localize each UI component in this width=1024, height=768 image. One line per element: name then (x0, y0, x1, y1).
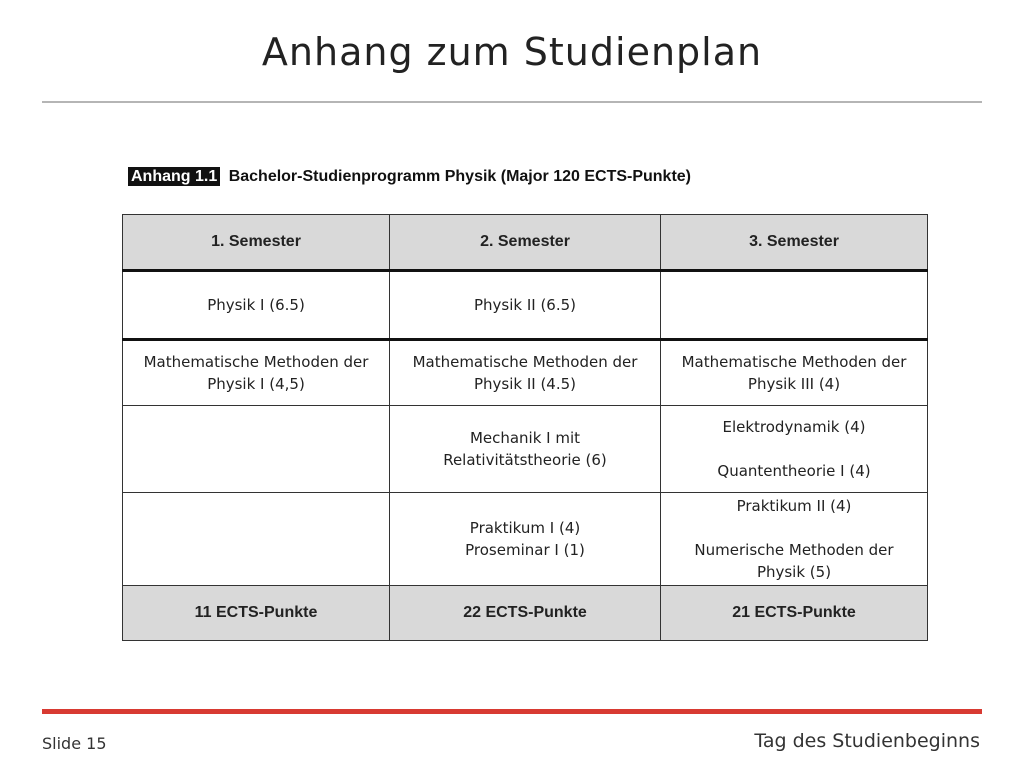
course-entry: Mathematische Methoden der (412, 353, 638, 371)
caption-tag: Anhang 1.1 (128, 167, 220, 186)
footer-accent-bar (42, 709, 982, 714)
course-entry: Numerische Methoden der (694, 541, 894, 559)
table-caption (128, 168, 691, 186)
header-semester-3: 3. Semester (661, 215, 928, 271)
header-semester-1: 1. Semester (123, 215, 390, 271)
table-row (123, 340, 928, 406)
table-row (123, 406, 928, 493)
course-entry: Proseminar I (1) (465, 541, 585, 559)
total-semester-2: 22 ECTS-Punkte (390, 586, 661, 641)
course-entry: Physik II (4.5) (473, 375, 577, 393)
course-entry: Physik III (4) (747, 375, 841, 393)
table-cell (390, 406, 661, 493)
title-divider (42, 101, 982, 103)
table-cell (661, 493, 928, 586)
table-cell (390, 271, 661, 340)
slide-number: Slide 15 (42, 734, 107, 753)
slide-title: Anhang zum Studienplan (261, 30, 763, 74)
caption-text: Bachelor-Studienprogramm Physik (Major 120 ECTS-Punkte) (228, 168, 692, 185)
course-entry: Elektrodynamik (4) (722, 418, 866, 436)
table-row (123, 493, 928, 586)
table-cell (390, 340, 661, 406)
table-cell (661, 340, 928, 406)
course-entry: Praktikum II (4) (736, 497, 852, 515)
table-cell (661, 271, 928, 340)
course-entry: Praktikum I (4) (469, 519, 581, 537)
total-semester-1: 11 ECTS-Punkte (123, 586, 390, 641)
course-entry: Physik I (4,5) (207, 375, 305, 393)
table-cell (123, 271, 390, 340)
header-semester-2: 2. Semester (390, 215, 661, 271)
totals-row (123, 586, 928, 641)
footer-event-name: Tag des Studienbeginns (754, 730, 980, 752)
table-cell (661, 406, 928, 493)
study-plan-table (122, 214, 928, 641)
course-entry: Physik II (6.5) (473, 296, 577, 314)
table-cell (123, 406, 390, 493)
course-entry: Mechanik I mit (469, 429, 581, 447)
course-entry: Physik I (6.5) (207, 296, 305, 314)
course-entry: Mathematische Methoden der (143, 353, 369, 371)
course-entry: Physik (5) (756, 563, 832, 581)
course-entry: Relativitätstheorie (6) (443, 451, 607, 469)
cell-spacer (667, 438, 921, 460)
table-cell (123, 493, 390, 586)
table-cell (390, 493, 661, 586)
table-header-row (123, 215, 928, 271)
table-cell (123, 340, 390, 406)
cell-spacer (667, 517, 921, 539)
total-semester-3: 21 ECTS-Punkte (661, 586, 928, 641)
course-entry: Quantentheorie I (4) (717, 462, 871, 480)
course-entry: Mathematische Methoden der (681, 353, 907, 371)
table-row (123, 271, 928, 340)
